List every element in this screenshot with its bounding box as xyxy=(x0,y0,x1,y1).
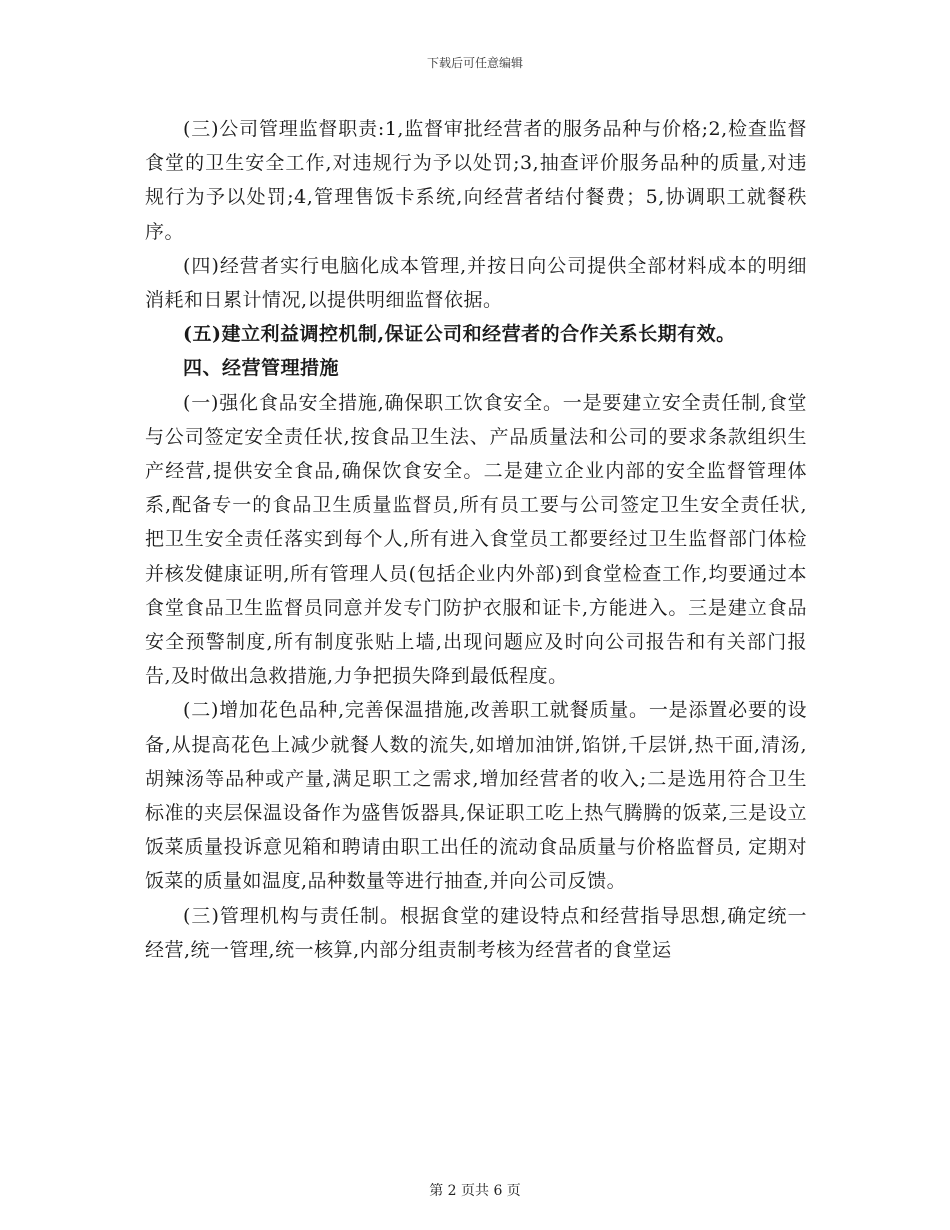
paragraph-benefit-control-heading: (五)建立利益调控机制,保证公司和经营者的合作关系长期有效。 xyxy=(183,323,736,346)
paragraph-variety-and-warming: (二)增加花色品种,完善保温措施,改善职工就餐质量。一是添置必要的设备,从提高花色上减少就餐人数的流失,如增加油饼,馅饼,千层饼,热干面,清汤,胡辣汤等品种或产量,满足职工之需求,增加经营者的收入;二是选用符合卫生标准的夹层保温设备作为盛售饭器具,保证职工吃上热气腾腾的饭菜,三是设立饭菜质量投诉意见箱和聘请由职工出任的流动食品质量与价格监督员, 定期对饭菜的质量如温度,品种数量等进行抽查,并向公司反馈。 xyxy=(145,699,807,893)
paragraph-management-supervision-duties: (三)公司管理监督职责:1,监督审批经营者的服务品种与价格;2,检查监督食堂的卫生安全工作,对违规行为予以处罚;3,抽查评价服务品种的质量,对违规行为予以处罚;4,管理售饭卡系统,向经营者结付餐费；5,协调职工就餐秩序。 xyxy=(145,118,807,243)
document-body xyxy=(145,112,807,967)
page-header: 下载后可任意编辑 xyxy=(426,56,523,70)
page-footer: 第 2 页共 6 页 xyxy=(429,1183,521,1199)
paragraph-cost-management: (四)经营者实行电脑化成本管理,并按日向公司提供全部材料成本的明细消耗和日累计情况,以提供明细监督依据。 xyxy=(145,254,807,312)
paragraph-management-structure: (三)管理机构与责任制。根据食堂的建设特点和经营指导思想,确定统一经营,统一管理,统一核算,内部分组责制考核为经营者的食堂运 xyxy=(145,904,807,961)
paragraph-food-safety-measures: (一)强化食品安全措施,确保职工饮食安全。一是要建立安全责任制,食堂与公司签定安全责任状,按食品卫生法、产品质量法和公司的要求条款组织生产经营,提供安全食品,确保饮食安全。二是建立企业内部的安全监督管理体系,配备专一的食品卫生质量监督员,所有员工要与公司签定卫生安全责任状,把卫生安全责任落实到每个人,所有进入食堂员工都要经过卫生监督部门体检并核发健康证明,所有管理人员(包括企业内外部)到食堂检查工作,均要通过本食堂食品卫生监督员同意并发专门防护衣服和证卡,方能进入。三是建立食品安全预警制度,所有制度张贴上墙,出现问题应及时向公司报告和有关部门报告,及时做出急救措施,力争把损失降到最低程度。 xyxy=(145,391,807,688)
section-heading-management-measures: 四、经营管理措施 xyxy=(183,357,340,380)
